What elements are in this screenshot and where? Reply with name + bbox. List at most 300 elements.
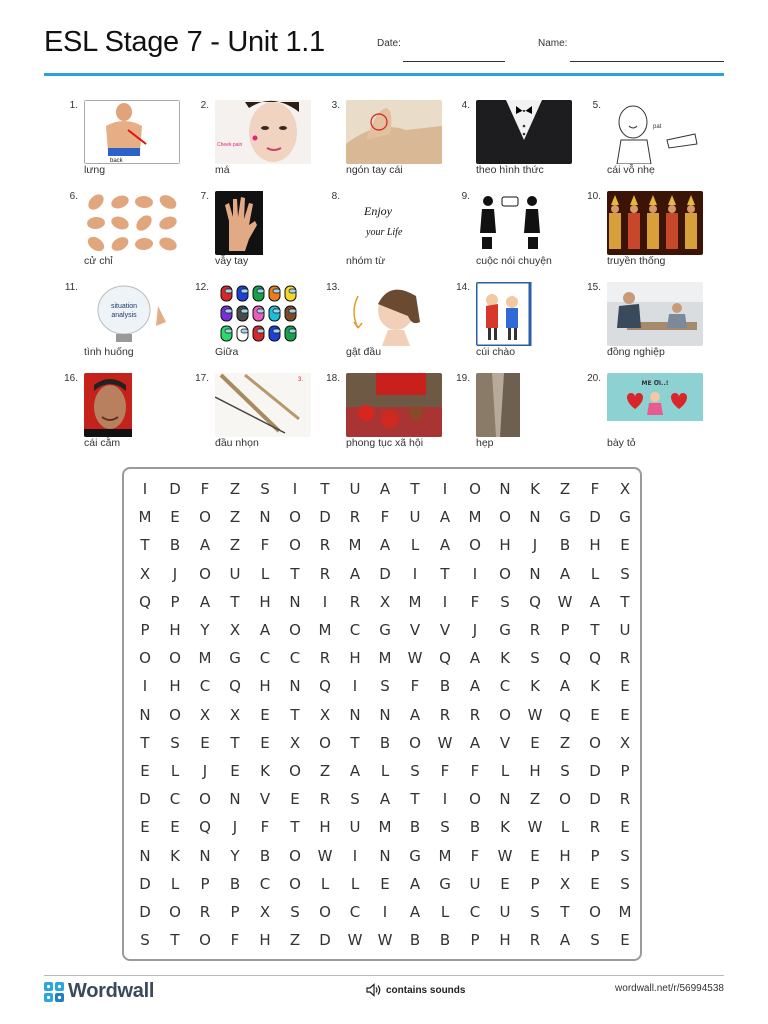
grid-letter[interactable]: Q (139, 592, 151, 611)
wordwall-logo[interactable] (44, 980, 154, 1003)
grid-letter[interactable]: C (349, 902, 361, 921)
grid-letter[interactable]: L (170, 874, 180, 893)
grid-letter[interactable]: A (409, 874, 421, 893)
grid-letter[interactable]: F (260, 818, 270, 837)
grid-letter[interactable]: Z (559, 733, 571, 752)
grid-letter[interactable]: U (229, 564, 241, 583)
grid-letter[interactable]: C (499, 677, 511, 696)
grid-letter[interactable]: A (439, 508, 451, 527)
grid-letter[interactable]: S (170, 733, 180, 752)
grid-letter[interactable]: R (619, 649, 631, 668)
grid-letter[interactable]: T (620, 592, 630, 611)
grid-letter[interactable]: S (440, 818, 450, 837)
grid-letter[interactable]: B (259, 846, 271, 865)
grid-letter[interactable]: I (412, 564, 418, 583)
grid-letter[interactable]: X (289, 733, 301, 752)
grid-letter[interactable]: E (620, 536, 630, 555)
grid-letter[interactable]: O (169, 705, 181, 724)
grid-letter[interactable]: U (619, 621, 631, 640)
grid-letter[interactable]: U (499, 902, 511, 921)
grid-letter[interactable]: Q (439, 649, 451, 668)
grid-letter[interactable]: O (289, 874, 301, 893)
grid-letter[interactable]: A (199, 536, 211, 555)
grid-letter[interactable]: W (527, 705, 543, 724)
grid-letter[interactable]: A (559, 564, 571, 583)
grid-letter[interactable]: P (530, 874, 540, 893)
grid-letter[interactable]: E (590, 874, 600, 893)
grid-letter[interactable]: O (319, 733, 331, 752)
grid-letter[interactable]: E (620, 677, 630, 696)
grid-letter[interactable]: X (199, 705, 211, 724)
name-field[interactable] (570, 61, 724, 62)
grid-letter[interactable]: S (410, 761, 420, 780)
grid-letter[interactable]: L (440, 902, 450, 921)
grid-letter[interactable]: H (559, 846, 571, 865)
grid-letter[interactable]: W (527, 818, 543, 837)
grid-letter[interactable]: W (347, 931, 363, 950)
grid-letter[interactable]: O (169, 649, 181, 668)
grid-letter[interactable]: A (559, 677, 571, 696)
grid-letter[interactable]: E (530, 733, 540, 752)
grid-letter[interactable]: O (139, 649, 151, 668)
grid-letter[interactable]: R (589, 818, 601, 837)
grid-letter[interactable]: S (620, 846, 630, 865)
grid-letter[interactable]: F (380, 508, 390, 527)
grid-letter[interactable]: P (140, 621, 150, 640)
grid-letter[interactable]: I (442, 480, 448, 499)
grid-letter[interactable]: T (290, 705, 300, 724)
grid-letter[interactable]: K (500, 649, 510, 668)
grid-letter[interactable]: X (229, 705, 241, 724)
grid-letter[interactable]: I (352, 677, 358, 696)
grid-letter[interactable]: R (319, 564, 331, 583)
grid-letter[interactable]: A (589, 592, 601, 611)
grid-letter[interactable]: A (469, 677, 481, 696)
grid-letter[interactable]: M (408, 592, 422, 611)
grid-letter[interactable]: S (620, 564, 630, 583)
grid-letter[interactable]: N (379, 705, 391, 724)
grid-letter[interactable]: S (530, 902, 540, 921)
grid-letter[interactable]: T (440, 564, 450, 583)
grid-letter[interactable]: H (589, 536, 601, 555)
grid-letter[interactable]: F (470, 846, 480, 865)
grid-letter[interactable]: E (620, 931, 630, 950)
grid-letter[interactable]: M (198, 649, 212, 668)
grid-letter[interactable]: Y (200, 621, 210, 640)
grid-letter[interactable]: L (380, 761, 390, 780)
grid-letter[interactable]: T (140, 733, 150, 752)
grid-letter[interactable]: G (379, 621, 391, 640)
grid-letter[interactable]: R (529, 931, 541, 950)
grid-letter[interactable]: P (200, 874, 210, 893)
grid-letter[interactable]: U (349, 818, 361, 837)
grid-letter[interactable]: O (589, 733, 601, 752)
grid-letter[interactable]: Q (589, 649, 601, 668)
grid-letter[interactable]: T (170, 931, 180, 950)
grid-letter[interactable]: K (170, 846, 180, 865)
grid-letter[interactable]: E (260, 705, 270, 724)
grid-letter[interactable]: Q (559, 705, 571, 724)
grid-letter[interactable]: N (289, 677, 301, 696)
grid-letter[interactable]: T (290, 818, 300, 837)
grid-letter[interactable]: I (142, 480, 148, 499)
grid-letter[interactable]: P (560, 621, 570, 640)
grid-letter[interactable]: O (499, 508, 511, 527)
grid-letter[interactable]: D (589, 508, 601, 527)
grid-letter[interactable]: L (410, 536, 420, 555)
grid-letter[interactable]: J (202, 761, 208, 780)
grid-letter[interactable]: N (529, 564, 541, 583)
grid-letter[interactable]: O (559, 790, 571, 809)
grid-letter[interactable]: Z (229, 536, 241, 555)
grid-letter[interactable]: D (589, 761, 601, 780)
grid-letter[interactable]: H (169, 677, 181, 696)
grid-letter[interactable]: Q (319, 677, 331, 696)
grid-letter[interactable]: E (620, 705, 630, 724)
grid-letter[interactable]: O (589, 902, 601, 921)
grid-letter[interactable]: S (350, 790, 360, 809)
grid-letter[interactable]: M (138, 508, 152, 527)
grid-letter[interactable]: K (530, 677, 540, 696)
grid-letter[interactable]: X (259, 902, 271, 921)
grid-letter[interactable]: F (470, 592, 480, 611)
grid-letter[interactable]: A (469, 733, 481, 752)
grid-letter[interactable]: K (260, 761, 270, 780)
grid-letter[interactable]: L (500, 761, 510, 780)
grid-letter[interactable]: N (199, 846, 211, 865)
activity-url[interactable]: wordwall.net/r/56994538 (615, 983, 724, 994)
grid-letter[interactable]: C (259, 649, 271, 668)
grid-letter[interactable]: T (230, 592, 240, 611)
grid-letter[interactable]: Z (289, 931, 301, 950)
grid-letter[interactable]: C (169, 790, 181, 809)
grid-letter[interactable]: D (319, 508, 331, 527)
grid-letter[interactable]: O (199, 564, 211, 583)
grid-letter[interactable]: Y (230, 846, 240, 865)
grid-letter[interactable]: O (469, 790, 481, 809)
grid-letter[interactable]: C (199, 677, 211, 696)
grid-letter[interactable]: N (529, 508, 541, 527)
grid-letter[interactable]: V (439, 621, 451, 640)
grid-letter[interactable]: E (140, 761, 150, 780)
grid-letter[interactable]: F (440, 761, 450, 780)
grid-letter[interactable]: E (170, 818, 180, 837)
grid-letter[interactable]: M (468, 508, 482, 527)
grid-letter[interactable]: T (350, 733, 360, 752)
grid-letter[interactable]: H (259, 931, 271, 950)
grid-letter[interactable]: R (529, 621, 541, 640)
item-number: 12. (195, 282, 209, 293)
grid-letter[interactable]: F (590, 480, 600, 499)
grid-letter[interactable]: A (469, 649, 481, 668)
grid-letter[interactable]: J (232, 818, 238, 837)
grid-letter[interactable]: X (619, 480, 631, 499)
grid-letter[interactable]: E (200, 733, 210, 752)
grid-letter[interactable]: L (590, 564, 600, 583)
grid-letter[interactable]: O (199, 508, 211, 527)
grid-letter[interactable]: X (559, 874, 571, 893)
grid-letter[interactable]: Z (229, 508, 241, 527)
grid-letter[interactable]: L (170, 761, 180, 780)
grid-letter[interactable]: A (379, 480, 391, 499)
grid-letter[interactable]: L (350, 874, 360, 893)
grid-letter[interactable]: T (230, 733, 240, 752)
grid-letter[interactable]: B (379, 733, 391, 752)
grid-letter[interactable]: E (230, 761, 240, 780)
grid-letter[interactable]: T (560, 902, 570, 921)
grid-letter[interactable]: W (407, 649, 423, 668)
grid-letter[interactable]: O (289, 621, 301, 640)
grid-letter[interactable]: A (259, 621, 271, 640)
grid-letter[interactable]: C (349, 621, 361, 640)
grid-letter[interactable]: W (317, 846, 333, 865)
grid-letter[interactable]: A (349, 564, 361, 583)
grid-letter[interactable]: S (590, 931, 600, 950)
grid-letter[interactable]: T (140, 536, 150, 555)
grid-letter[interactable]: G (409, 846, 421, 865)
grid-letter[interactable]: H (319, 818, 331, 837)
grid-letter[interactable]: R (439, 705, 451, 724)
grid-letter[interactable]: M (438, 846, 452, 865)
grid-letter[interactable]: S (290, 902, 300, 921)
grid-letter[interactable]: S (140, 931, 150, 950)
contains-sounds[interactable] (366, 983, 465, 997)
grid-letter[interactable]: H (169, 621, 181, 640)
grid-letter[interactable]: W (497, 846, 513, 865)
grid-letter[interactable]: C (289, 649, 301, 668)
grid-letter[interactable]: I (472, 564, 478, 583)
grid-letter[interactable]: I (292, 480, 298, 499)
grid-letter[interactable]: Q (559, 649, 571, 668)
grid-letter[interactable]: M (378, 649, 392, 668)
grid-letter[interactable]: Z (229, 480, 241, 499)
grid-letter[interactable]: I (442, 592, 448, 611)
grid-letter[interactable]: D (589, 790, 601, 809)
grid-letter[interactable]: J (472, 621, 478, 640)
grid-letter[interactable]: A (199, 592, 211, 611)
grid-letter[interactable]: I (322, 592, 328, 611)
grid-letter[interactable]: J (532, 536, 538, 555)
grid-letter[interactable]: N (229, 790, 241, 809)
grid-letter[interactable]: P (470, 931, 480, 950)
grid-letter[interactable]: S (560, 761, 570, 780)
grid-letter[interactable]: E (620, 818, 630, 837)
grid-letter[interactable]: O (289, 536, 301, 555)
grid-letter[interactable]: S (260, 480, 270, 499)
grid-letter[interactable]: F (470, 761, 480, 780)
item-caption: vẫy tay (215, 255, 249, 267)
grid-letter[interactable]: A (409, 705, 421, 724)
grid-letter[interactable]: W (557, 592, 573, 611)
grid-letter[interactable]: D (319, 931, 331, 950)
grid-letter[interactable]: M (318, 621, 332, 640)
grid-letter[interactable]: E (140, 818, 150, 837)
grid-letter[interactable]: O (409, 733, 421, 752)
item-caption: Giữa (215, 346, 239, 358)
grid-letter[interactable]: U (469, 874, 481, 893)
grid-letter[interactable]: T (410, 480, 420, 499)
grid-letter[interactable]: A (379, 536, 391, 555)
grid-letter[interactable]: K (530, 480, 540, 499)
grid-letter[interactable]: Q (199, 818, 211, 837)
grid-letter[interactable]: O (499, 564, 511, 583)
grid-letter[interactable]: D (139, 790, 151, 809)
grid-letter[interactable]: T (290, 564, 300, 583)
grid-letter[interactable]: M (348, 536, 362, 555)
grid-letter[interactable]: O (169, 902, 181, 921)
grid-letter[interactable]: Z (559, 480, 571, 499)
grid-letter[interactable]: O (469, 480, 481, 499)
grid-letter[interactable]: O (199, 790, 211, 809)
grid-letter[interactable]: P (170, 592, 180, 611)
grid-letter[interactable]: O (199, 931, 211, 950)
grid-letter[interactable]: R (619, 790, 631, 809)
grid-letter[interactable]: S (530, 649, 540, 668)
grid-letter[interactable]: N (499, 480, 511, 499)
grid-letter[interactable]: C (469, 902, 481, 921)
grid-letter[interactable]: O (469, 536, 481, 555)
grid-letter[interactable]: R (319, 790, 331, 809)
grid-letter[interactable]: B (409, 931, 421, 950)
grid-letter[interactable]: V (409, 621, 421, 640)
grid-letter[interactable]: F (260, 536, 270, 555)
grid-letter[interactable]: K (590, 677, 600, 696)
grid-letter[interactable]: S (620, 874, 630, 893)
grid-letter[interactable]: G (499, 621, 511, 640)
grid-letter[interactable]: N (289, 592, 301, 611)
grid-letter[interactable]: N (139, 705, 151, 724)
grid-letter[interactable]: W (377, 931, 393, 950)
grid-letter[interactable]: N (259, 508, 271, 527)
header-divider (44, 73, 724, 76)
grid-letter[interactable]: M (618, 902, 632, 921)
grid-letter[interactable]: I (352, 846, 358, 865)
date-field[interactable] (403, 61, 505, 62)
grid-letter[interactable]: A (439, 536, 451, 555)
grid-letter[interactable]: B (439, 931, 451, 950)
grid-letter[interactable]: J (172, 564, 178, 583)
grid-letter[interactable]: I (142, 677, 148, 696)
grid-letter[interactable]: A (409, 902, 421, 921)
grid-letter[interactable]: P (590, 846, 600, 865)
grid-letter[interactable]: H (349, 649, 361, 668)
grid-letter[interactable]: H (259, 592, 271, 611)
grid-letter[interactable]: Q (529, 592, 541, 611)
grid-letter[interactable]: H (529, 761, 541, 780)
pat-drawing (607, 100, 703, 164)
grid-letter[interactable]: N (379, 846, 391, 865)
grid-letter[interactable]: D (139, 874, 151, 893)
grid-letter[interactable]: D (379, 564, 391, 583)
grid-letter[interactable]: N (349, 705, 361, 724)
grid-letter[interactable]: B (439, 677, 451, 696)
grid-letter[interactable]: B (469, 818, 481, 837)
grid-letter[interactable]: R (349, 592, 361, 611)
grid-letter[interactable]: C (259, 874, 271, 893)
grid-letter[interactable]: X (229, 621, 241, 640)
grid-letter[interactable]: S (380, 677, 390, 696)
grid-letter[interactable]: R (319, 649, 331, 668)
grid-letter[interactable]: E (590, 705, 600, 724)
grid-letter[interactable]: B (169, 536, 181, 555)
grid-letter[interactable]: S (500, 592, 510, 611)
grid-letter[interactable]: G (559, 508, 571, 527)
grid-letter[interactable]: O (289, 508, 301, 527)
grid-letter[interactable]: X (139, 564, 151, 583)
grid-letter[interactable]: P (230, 902, 240, 921)
grid-letter[interactable]: P (620, 761, 630, 780)
grid-letter[interactable]: R (199, 902, 211, 921)
grid-letter[interactable]: V (499, 733, 511, 752)
grid-letter[interactable]: W (437, 733, 453, 752)
grid-letter[interactable]: L (560, 818, 570, 837)
grid-letter[interactable]: K (500, 818, 510, 837)
grid-letter[interactable]: D (169, 480, 181, 499)
grid-letter[interactable]: E (170, 508, 180, 527)
grid-letter[interactable]: B (409, 818, 421, 837)
grid-letter[interactable]: I (442, 790, 448, 809)
grid-letter[interactable]: E (530, 846, 540, 865)
grid-letter[interactable]: E (380, 874, 390, 893)
grid-letter[interactable]: F (410, 677, 420, 696)
grid-letter[interactable]: O (319, 902, 331, 921)
grid-letter[interactable]: Z (529, 790, 541, 809)
grid-letter[interactable]: M (378, 818, 392, 837)
grid-letter[interactable]: R (469, 705, 481, 724)
grid-letter[interactable]: A (379, 790, 391, 809)
grid-letter[interactable]: G (439, 874, 451, 893)
grid-letter[interactable]: H (499, 536, 511, 555)
grid-letter[interactable]: G (619, 508, 631, 527)
grid-letter[interactable]: E (260, 733, 270, 752)
grid-letter[interactable]: B (229, 874, 241, 893)
grid-letter[interactable]: N (499, 790, 511, 809)
grid-letter[interactable]: Q (229, 677, 241, 696)
grid-letter[interactable]: L (260, 564, 270, 583)
grid-letter[interactable]: X (619, 733, 631, 752)
grid-letter[interactable]: X (379, 592, 391, 611)
grid-letter[interactable]: H (499, 931, 511, 950)
grid-letter[interactable]: D (139, 902, 151, 921)
grid-letter[interactable]: V (259, 790, 271, 809)
grid-letter[interactable]: H (259, 677, 271, 696)
picture-item (40, 94, 170, 184)
grid-letter[interactable]: X (319, 705, 331, 724)
grid-letter[interactable]: A (349, 761, 361, 780)
grid-letter[interactable]: O (289, 846, 301, 865)
grid-letter[interactable]: I (382, 902, 388, 921)
grid-letter[interactable]: R (319, 536, 331, 555)
grid-letter[interactable]: T (410, 790, 420, 809)
grid-letter[interactable]: L (320, 874, 330, 893)
grid-letter[interactable]: N (139, 846, 151, 865)
grid-letter[interactable]: G (229, 649, 241, 668)
grid-letter[interactable]: F (200, 480, 210, 499)
grid-letter[interactable]: O (289, 761, 301, 780)
grid-letter[interactable]: O (499, 705, 511, 724)
grid-letter[interactable]: T (590, 621, 600, 640)
grid-letter[interactable]: T (320, 480, 330, 499)
grid-letter[interactable]: A (559, 931, 571, 950)
grid-letter[interactable]: F (230, 931, 240, 950)
grid-letter[interactable]: R (349, 508, 361, 527)
grid-letter[interactable]: U (409, 508, 421, 527)
grid-letter[interactable]: U (349, 480, 361, 499)
grid-letter[interactable]: Z (319, 761, 331, 780)
grid-letter[interactable]: E (290, 790, 300, 809)
grid-letter[interactable]: E (500, 874, 510, 893)
grid-letter[interactable]: B (559, 536, 571, 555)
